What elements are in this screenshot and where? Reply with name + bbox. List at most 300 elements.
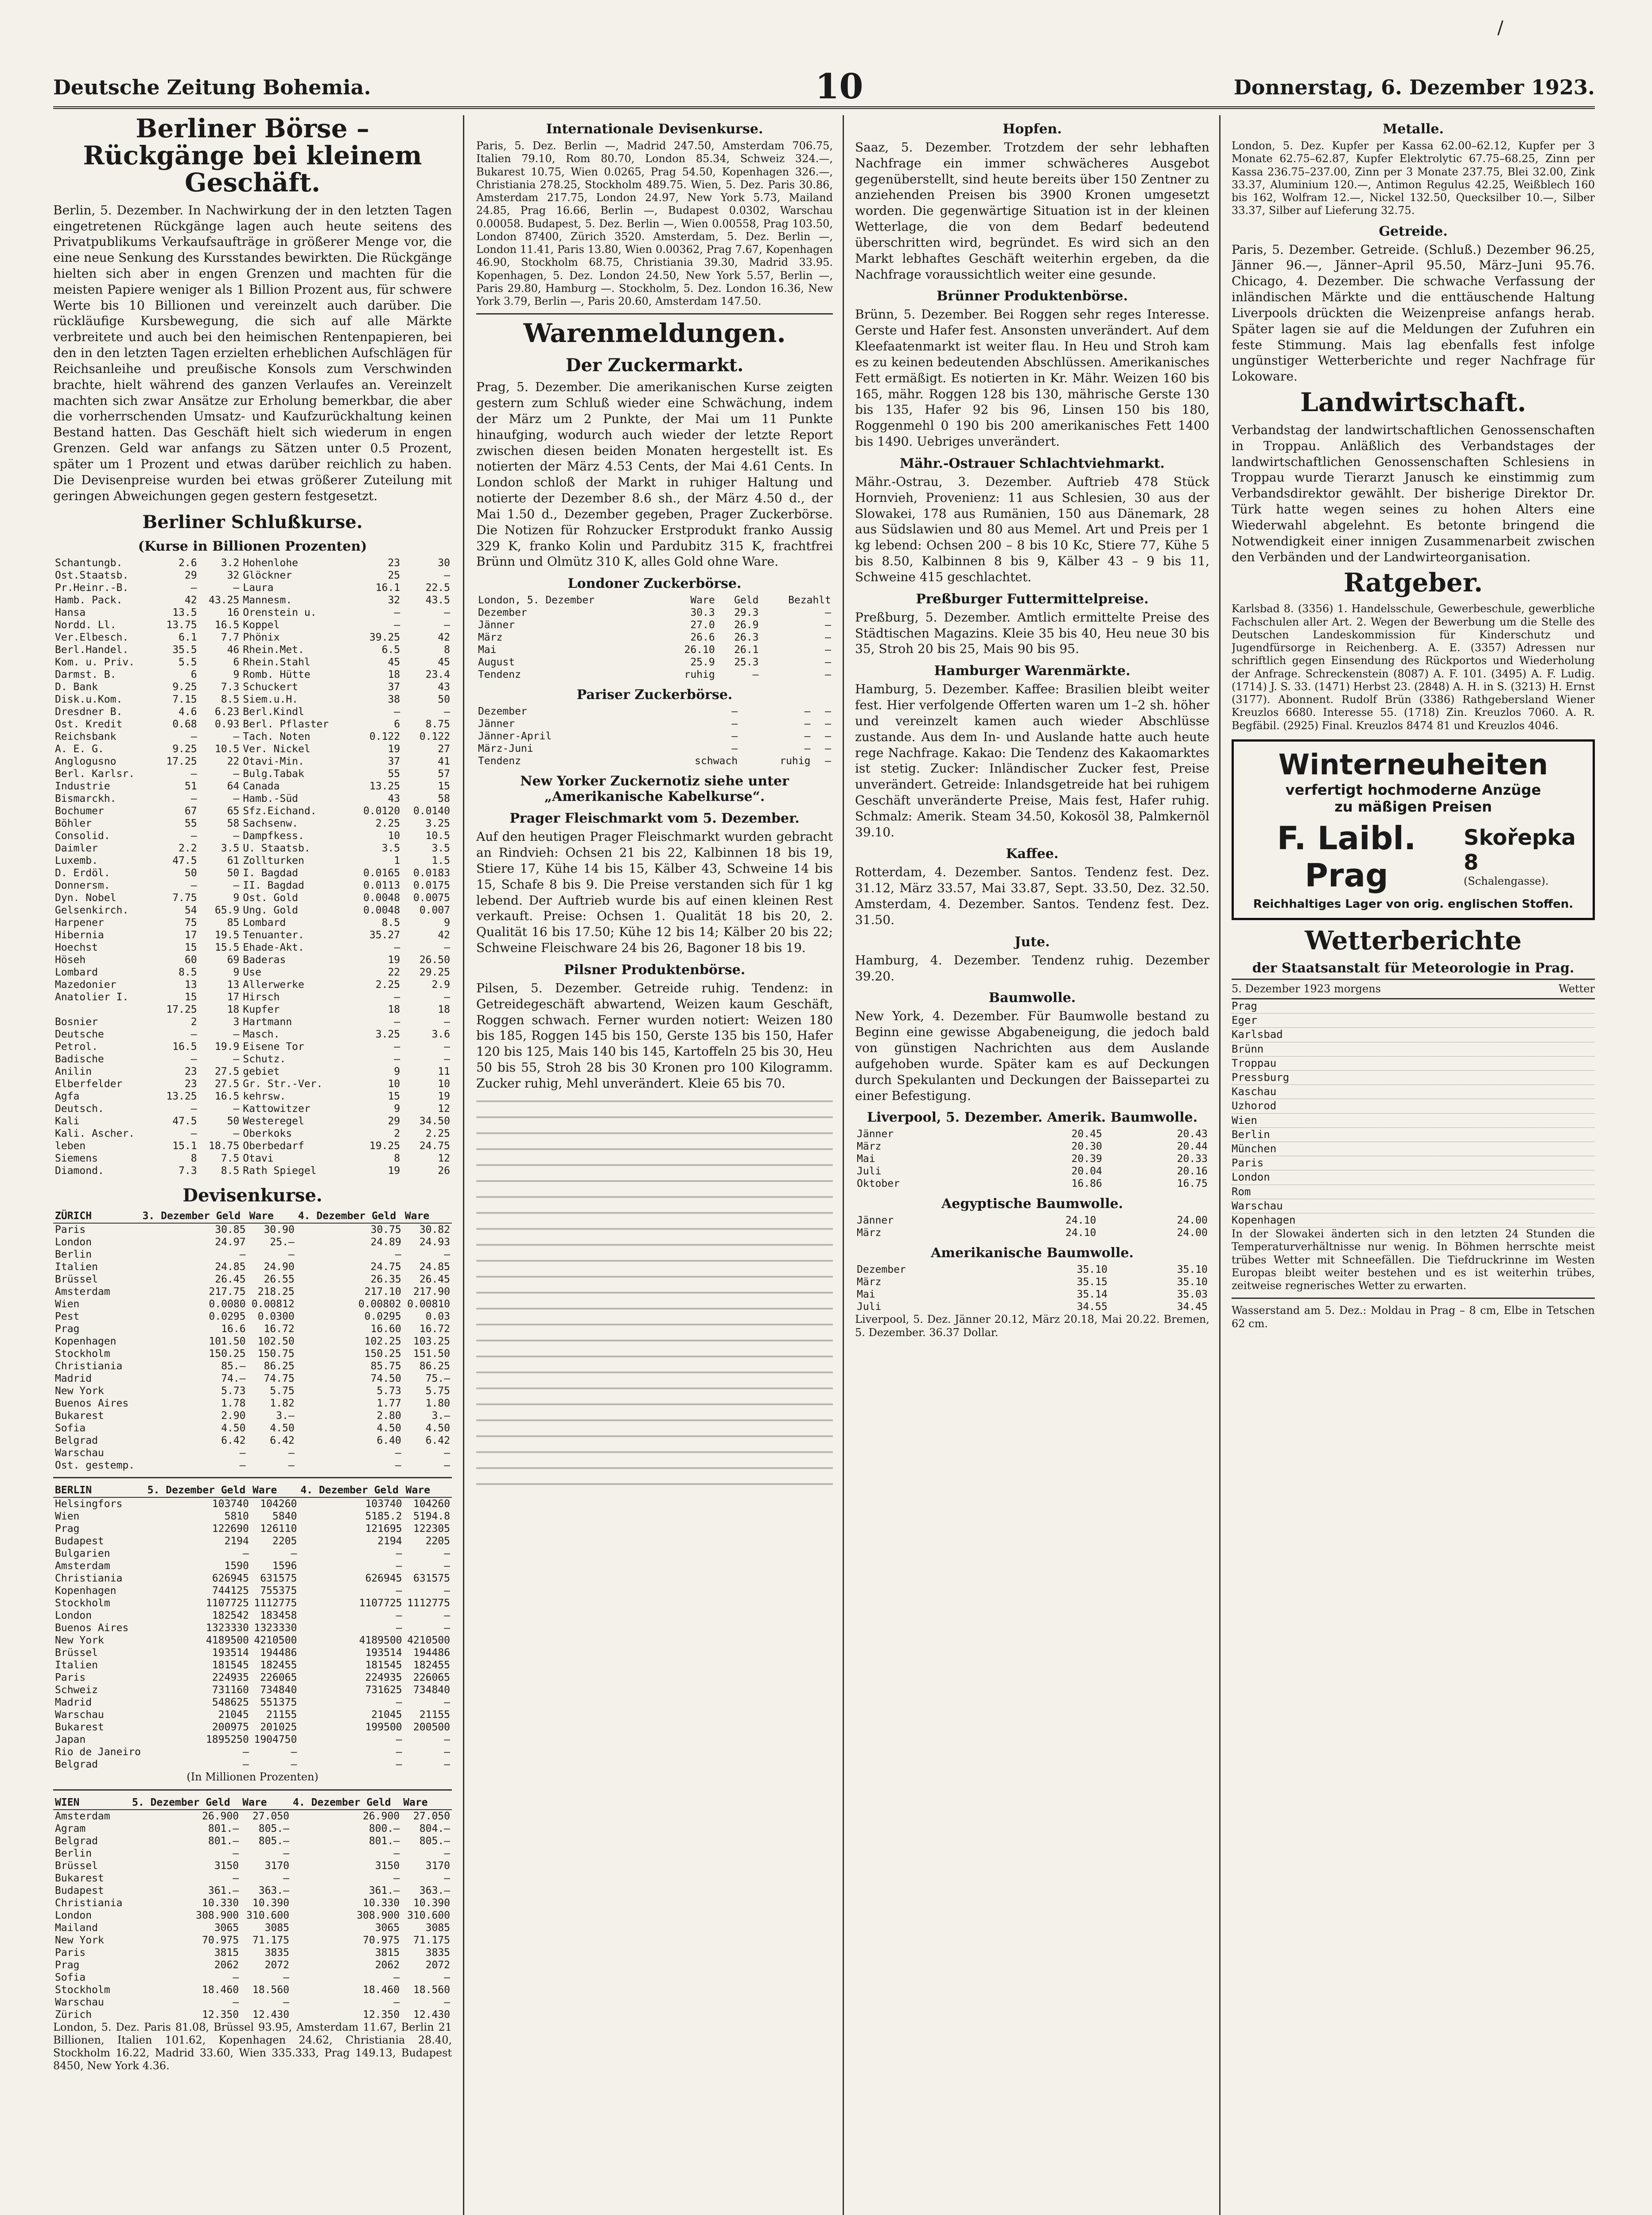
table-cell: 23 bbox=[184, 1066, 197, 1078]
table-cell: — bbox=[233, 731, 240, 743]
table-cell: Warschau bbox=[55, 1709, 104, 1721]
table-cell: Jänner bbox=[857, 1215, 894, 1227]
devisen-row bbox=[53, 1746, 452, 1758]
kurs-row bbox=[53, 681, 452, 693]
table-cell: 8 bbox=[394, 1153, 400, 1165]
table-cell: 126110 bbox=[260, 1523, 297, 1535]
table-cell: 755375 bbox=[260, 1585, 297, 1597]
table-cell: — bbox=[444, 1447, 450, 1459]
table-cell: — bbox=[283, 1971, 289, 1983]
table-cell: — bbox=[394, 607, 400, 619]
pilsner-text: Pilsen, 5. Dezember. Getreide ruhig. Tendenz: in Getreidegeschäft abwartend, Weizen kaum Geschäft, Roggen schwach. Ferner wurden notiert: Weizen 180 bis 185, Roggen 145 bis 150, Gerste 135 bis 150, Hafer 120 bis 125, Mais 140 bis 145, Kartoffeln 25 bis 30, Heu 50 bis 55, Stroh 28 bis 30 Kronen pro 100 Kilogramm. Zucker ruhig, Mehl unverändert. Kleie 65 bis 70. bbox=[476, 980, 833, 1091]
devisen-row bbox=[53, 1335, 452, 1348]
table-cell: 43 bbox=[388, 793, 400, 805]
table-cell: — bbox=[396, 1697, 402, 1709]
table-cell: — bbox=[239, 1447, 246, 1459]
table-cell: Rath Spiegel bbox=[243, 1165, 317, 1177]
zucker-row bbox=[476, 631, 833, 644]
table-cell: Bulg.Tabak bbox=[243, 768, 304, 780]
berlin-devisen-table bbox=[53, 1484, 452, 1771]
table-cell: 0.0048 bbox=[363, 892, 400, 904]
landwirtschaft-text: Verbandstag der landwirtschaftlichen Genossenschaften in Troppau. Anläßlich des Verbandstages der landwirtschaftlichen Genossenschaften Schlesiens in Troppau wurde Tierarzt Janusch ke einstimmig zum Verbandsdirektor gewählt. Der bisherige Direktor Dr. Türk hatte wegen seines zu hohen Alters eine Wiederwahl abgelehnt. Es betonte bringend die Notwendigkeit einer innigen Zusammenarbeit zwischen den Verbänden und der Landwirteorganisation. bbox=[1232, 422, 1595, 564]
devisen-row bbox=[53, 1696, 452, 1709]
table-cell: 1323330 bbox=[254, 1622, 297, 1634]
table-cell: 23 bbox=[388, 557, 400, 569]
table-cell: Buenos Aires bbox=[55, 1622, 129, 1634]
kurs-row bbox=[53, 941, 452, 954]
table-cell: — bbox=[444, 1585, 450, 1597]
futter-title: Preßburger Futtermittelpreise. bbox=[916, 591, 1149, 607]
column-3 bbox=[855, 115, 1209, 2215]
table-cell: — bbox=[393, 1872, 400, 1884]
column-rule bbox=[463, 115, 464, 2215]
devisen-row bbox=[53, 1823, 452, 1835]
devisen-row bbox=[53, 1410, 452, 1422]
table-cell: London bbox=[55, 1236, 92, 1248]
baumwolle-row bbox=[855, 1301, 1209, 1313]
table-cell: 9 bbox=[394, 1066, 400, 1078]
table-cell: 631575 bbox=[260, 1573, 297, 1585]
table-cell: — bbox=[291, 1759, 297, 1771]
wetter-head: 5. Dezember 1923 morgens bbox=[1232, 982, 1381, 995]
table-cell: 193514 bbox=[365, 1647, 402, 1659]
table-cell: Gelsenkirch. bbox=[55, 905, 129, 917]
table-cell: Dresdner B. bbox=[55, 706, 123, 718]
kurs-row bbox=[53, 718, 452, 731]
devisen-row bbox=[53, 1909, 452, 1922]
table-cell: 16.5 bbox=[214, 1091, 240, 1103]
zucker-row bbox=[476, 755, 833, 767]
table-cell: Disk.u.Kom. bbox=[55, 694, 123, 706]
table-cell: Bukarest bbox=[55, 1872, 104, 1884]
table-cell: Glöckner bbox=[243, 570, 292, 582]
baumwolle-final: Liverpool, 5. Dez. Jänner 20.12, März 20.18, Mai 20.22. Bremen, 5. Dezember. 36.37 Dollar. bbox=[855, 1313, 1209, 1339]
ostrau-text: Mähr.-Ostrau, 3. Dezember. Auftrieb 478 Stück Hornvieh, Provenienz: 11 aus Schlesien, 30 aus der Slowakei, 178 aus Rumänien, 150 aus Dänemark, 28 aus Südslawien und 80 aus Memel. Art und Preis per 1 kg lebend: Ochsen 200 – 8 bis 10 Kc, Stiere 77, Kühe 5 bis 8.50, Kalbinnen 8 bis 9, Kälber 43 – 9 bis 11, Schweine 415 geschlachtet. bbox=[855, 474, 1209, 584]
table-cell: 74.75 bbox=[264, 1373, 295, 1385]
table-cell: 15 bbox=[388, 1091, 400, 1103]
table-cell: Rhein.Stahl bbox=[243, 657, 311, 668]
pariser-zucker-title: Pariser Zuckerbörse. bbox=[576, 687, 733, 703]
table-cell: Tach. Noten bbox=[243, 731, 311, 743]
wetter-sub: der Staatsanstalt für Meteorologie in Prag. bbox=[1252, 960, 1574, 976]
table-cell: 1107725 bbox=[206, 1597, 249, 1609]
table-cell: Romb. Hütte bbox=[243, 669, 311, 681]
wetter-station: Pressburg bbox=[1232, 1071, 1595, 1085]
kurs-row bbox=[53, 606, 452, 619]
table-cell: 151.50 bbox=[413, 1348, 450, 1360]
zucker-row bbox=[476, 668, 833, 681]
table-cell: 308.900 bbox=[357, 1909, 400, 1921]
table-cell: 10.330 bbox=[362, 1897, 400, 1909]
table-cell: — bbox=[233, 1971, 239, 1983]
table-cell: 13 bbox=[184, 979, 197, 991]
table-cell: 15 bbox=[438, 781, 450, 793]
table-cell: Deutsche bbox=[55, 1029, 104, 1041]
table-cell: — bbox=[233, 793, 240, 805]
table-cell: 18.460 bbox=[362, 1984, 400, 1996]
table-cell: Kopenhagen bbox=[55, 1585, 117, 1597]
kaffee-text: Rotterdam, 4. Dezember. Santos. Tendenz fest. Dez. 31.12, März 33.57, Mai 33.87, Sept. 33.50, Dez. 32.50. Amsterdam, 4. Dezember. Santos. Tendenz fest. Dez. 31.50. bbox=[855, 865, 1209, 927]
table-cell: Mai bbox=[478, 644, 497, 656]
table-cell: 3.25 bbox=[425, 818, 450, 830]
table-cell: 19.9 bbox=[214, 1041, 240, 1053]
table-cell: Berl.Kindl bbox=[243, 706, 304, 718]
column-header: ZÜRICH bbox=[53, 1209, 140, 1223]
table-cell: 19.5 bbox=[214, 929, 240, 941]
table-cell: — bbox=[444, 1548, 450, 1560]
table-cell: Belgrad bbox=[55, 1435, 98, 1447]
table-cell: 363.— bbox=[419, 1885, 450, 1896]
table-cell: 744125 bbox=[212, 1585, 249, 1597]
devisen-row bbox=[53, 1273, 452, 1286]
table-cell: 27.050 bbox=[252, 1810, 289, 1822]
column-header: 5. Dezember Geld bbox=[146, 1484, 251, 1497]
table-cell: Stockholm bbox=[55, 1597, 110, 1609]
table-cell: 734840 bbox=[413, 1684, 450, 1696]
table-cell: Bukarest bbox=[55, 1721, 104, 1733]
table-cell: Sfz.Eichand. bbox=[243, 805, 317, 817]
table-cell: 17.25 bbox=[166, 1004, 197, 1016]
table-cell: — bbox=[731, 743, 738, 755]
table-cell: 13.5 bbox=[172, 607, 197, 619]
table-header-row bbox=[53, 1209, 452, 1223]
table-cell: 43.5 bbox=[425, 595, 450, 606]
table-cell: Berlin bbox=[55, 1249, 92, 1261]
table-cell: 42 bbox=[184, 595, 197, 606]
kurs-row bbox=[53, 954, 452, 966]
table-cell: — bbox=[233, 768, 240, 780]
table-cell: Hoechst bbox=[55, 942, 98, 954]
table-cell: 85.— bbox=[221, 1360, 246, 1372]
devisen-row bbox=[53, 1947, 452, 1959]
table-cell: 16.1 bbox=[375, 582, 400, 594]
table-cell: 1.5 bbox=[431, 855, 450, 867]
table-cell: 0.0295 bbox=[364, 1311, 401, 1323]
table-cell: 71.175 bbox=[413, 1934, 450, 1946]
aegypt-title: Aegyptische Baumwolle. bbox=[941, 1196, 1123, 1212]
table-cell: 2194 bbox=[224, 1535, 249, 1547]
table-cell: — bbox=[444, 619, 450, 631]
table-cell: — bbox=[444, 1734, 450, 1746]
table-cell: 6.23 bbox=[214, 706, 240, 718]
column-header: 3. Dezember Geld bbox=[140, 1209, 247, 1223]
table-cell: 4.50 bbox=[270, 1422, 295, 1434]
table-cell: 35.15 bbox=[1077, 1276, 1108, 1288]
table-cell: 226065 bbox=[413, 1672, 450, 1684]
zucker-row bbox=[476, 705, 833, 718]
table-cell: 19 bbox=[388, 954, 400, 966]
table-cell: 25.— bbox=[270, 1236, 295, 1248]
table-cell: — bbox=[233, 1128, 240, 1140]
issue-date: Donnerstag, 6. Dezember 1923. bbox=[1233, 75, 1595, 99]
table-cell: 24.85 bbox=[215, 1261, 246, 1273]
table-cell: Geld bbox=[734, 595, 759, 606]
table-cell: — bbox=[825, 669, 831, 681]
table-cell: Mazedonier bbox=[55, 979, 117, 991]
table-cell: — bbox=[233, 880, 240, 892]
table-cell: 182455 bbox=[413, 1659, 450, 1671]
table-cell: Amsterdam bbox=[55, 1560, 110, 1572]
table-cell: 9 bbox=[444, 917, 450, 929]
table-cell: 34.55 bbox=[1077, 1301, 1108, 1313]
table-cell: 30 bbox=[438, 557, 450, 569]
devisen-row bbox=[53, 1422, 452, 1434]
table-cell: 3.2 bbox=[221, 557, 240, 569]
kurs-row bbox=[53, 979, 452, 991]
devisen-row bbox=[53, 1323, 452, 1335]
table-cell: — bbox=[395, 1249, 401, 1261]
table-cell: 10 bbox=[438, 1078, 450, 1090]
table-cell: 0.122 bbox=[419, 731, 450, 743]
table-cell: 1.80 bbox=[425, 1398, 450, 1410]
table-cell: 0.0300 bbox=[257, 1311, 295, 1323]
london-line: London, 5. Dez. Paris 81.08, Brüssel 93.95, Amsterdam 11.67, Berlin 21 Billionen, Italien 101.62, Kopenhagen 24.62, Christiania 28.40, Stockholm 16.22, Madrid 33.60, Wien 335.333, Prag 149.13, Budapest 8450, New York 4.36. bbox=[53, 2021, 452, 2072]
devisenkurse-title: Devisenkurse. bbox=[183, 1185, 323, 1206]
table-cell: 6.42 bbox=[270, 1435, 295, 1447]
table-cell: 24.00 bbox=[1177, 1215, 1208, 1227]
table-cell: 731160 bbox=[212, 1684, 249, 1696]
table-cell: — bbox=[804, 706, 811, 718]
table-cell: 85.75 bbox=[370, 1360, 401, 1372]
zucker-row bbox=[476, 730, 833, 742]
table-cell: Sofia bbox=[55, 1422, 86, 1434]
wetter-station: München bbox=[1232, 1142, 1595, 1156]
hopfen-text: Saaz, 5. Dezember. Trotzdem der sehr lebhaften Nachfrage ein immer schwächeres Ausgebot gegenüberstellt, sind heute bereits über 150 Zentner zu anziehenden Preisen bis 3900 Kronen umgesetzt worden. Die gegenwärtige Situation ist in der kleinen Wetterlage, die von dem Bedarf bedeutend überschritten wird, begründet. Es wird sich an den Markt lebhaftes Geschäft weiterhin ergeben, da die Nachfrage voraussichtlich weiter eine gesunde. bbox=[855, 140, 1209, 282]
table-cell: 3150 bbox=[214, 1860, 239, 1872]
table-cell: — bbox=[444, 1460, 450, 1472]
table-cell: — bbox=[190, 1128, 197, 1140]
table-cell: Deutsch. bbox=[55, 1103, 104, 1115]
table-cell: Nordd. Ll. bbox=[55, 619, 117, 631]
table-cell: 9 bbox=[233, 892, 240, 904]
table-cell: D. Erdöl. bbox=[55, 867, 110, 879]
table-cell: II. Bagdad bbox=[243, 880, 304, 892]
table-cell: Hirsch bbox=[243, 991, 280, 1003]
table-cell: 10.5 bbox=[214, 743, 240, 755]
table-cell: 12 bbox=[438, 1103, 450, 1115]
table-cell: — bbox=[283, 1847, 289, 1859]
devisen-row bbox=[53, 1758, 452, 1771]
table-cell: 17.25 bbox=[166, 756, 197, 768]
table-cell: — bbox=[444, 1996, 450, 2008]
table-cell: 218.25 bbox=[257, 1286, 295, 1298]
table-cell: — bbox=[239, 1249, 246, 1261]
table-cell: Petrol. bbox=[55, 1041, 98, 1053]
table-cell: 121695 bbox=[365, 1523, 402, 1535]
table-cell: 24.10 bbox=[1065, 1215, 1096, 1227]
devisen-row bbox=[53, 1609, 452, 1622]
table-cell: 16.86 bbox=[1071, 1178, 1102, 1190]
table-cell: 7.3 bbox=[221, 681, 240, 693]
table-cell: 65 bbox=[227, 805, 240, 817]
table-cell: Darmst. B. bbox=[55, 669, 117, 681]
amerik-table bbox=[855, 1263, 1209, 1313]
table-cell: 15 bbox=[184, 991, 197, 1003]
table-cell: 194486 bbox=[260, 1647, 297, 1659]
zucker-row bbox=[476, 606, 833, 619]
column-header: 4. Dezember Geld bbox=[299, 1484, 404, 1497]
table-cell: 199500 bbox=[365, 1721, 402, 1733]
table-cell: 43 bbox=[438, 681, 450, 693]
table-cell: Phönix bbox=[243, 632, 280, 644]
table-cell: Höseh bbox=[55, 954, 86, 966]
liverpool-table bbox=[855, 1128, 1209, 1190]
table-cell: 2072 bbox=[264, 1959, 289, 1971]
table-cell: — bbox=[444, 1041, 450, 1053]
table-cell: — bbox=[394, 1053, 400, 1065]
table-cell: 21155 bbox=[266, 1709, 297, 1721]
table-cell: — bbox=[233, 1029, 240, 1041]
table-cell: 70.975 bbox=[362, 1934, 400, 1946]
table-cell: 181545 bbox=[365, 1659, 402, 1671]
table-cell: 9 bbox=[394, 1103, 400, 1115]
table-cell: Siem.u.H. bbox=[243, 694, 298, 706]
table-cell: U. Staatsb. bbox=[243, 843, 311, 855]
table-cell: 22 bbox=[227, 756, 240, 768]
devisen-row bbox=[53, 1934, 452, 1947]
devisen-row bbox=[53, 1360, 452, 1372]
table-cell: 5194.8 bbox=[413, 1511, 450, 1523]
table-cell: 37 bbox=[388, 681, 400, 693]
table-cell: 0.0120 bbox=[363, 805, 400, 817]
table-cell: Italien bbox=[55, 1659, 98, 1671]
table-cell: 58 bbox=[227, 818, 240, 830]
table-cell: 122690 bbox=[212, 1523, 249, 1535]
table-cell: — bbox=[233, 1053, 240, 1065]
table-cell: 16.5 bbox=[214, 619, 240, 631]
hamburg-title: Hamburger Warenmärkte. bbox=[934, 663, 1131, 679]
table-cell: März bbox=[857, 1276, 882, 1288]
table-cell: 35.03 bbox=[1177, 1289, 1208, 1301]
table-cell: 3.— bbox=[276, 1410, 295, 1422]
table-cell: August bbox=[478, 657, 515, 668]
table-cell: 10 bbox=[388, 1078, 400, 1090]
kaffee-title: Kaffee. bbox=[1006, 846, 1059, 862]
table-cell: — bbox=[444, 991, 450, 1003]
table-cell: London, 5. Dezember bbox=[478, 595, 595, 606]
table-cell: Canada bbox=[243, 781, 280, 793]
table-cell: 4189500 bbox=[359, 1635, 402, 1647]
table-cell: 183458 bbox=[260, 1610, 297, 1622]
kurs-row bbox=[53, 780, 452, 793]
zuckermarkt-text: Prag, 5. Dezember. Die amerikanischen Kurse zeigten gestern zum Schluß wieder eine Schwächung, indem der März um 2 Punkte, der Mai um 11 Punkte hinaufging, wodurch auch wieder der letzte Report zwischen diesen beiden Monaten hergestellt ist. Es notierten der März 4.53 Cents, der Mai 4.61 Cents. In London schloß der Markt in ruhiger Haltung und notierte der Dezember 8.6 sh., der März 4.50 d., der Mai 1.50 d., Dezember gegeben, Prager Zuckerbörse. Die Notizen für Rohzucker Erstprodukt franko Aussig 329 K, franko Kolin und Pardubitz 315 K, frachtfrei Brünn und Olmütz 310 K, alles Gold ohne Ware. bbox=[476, 380, 833, 569]
table-cell: Kopenhagen bbox=[55, 1336, 117, 1348]
kurs-row bbox=[53, 1003, 452, 1016]
devisen-row bbox=[53, 1523, 452, 1535]
table-cell: 1112775 bbox=[254, 1597, 297, 1609]
jute-title: Jute. bbox=[1015, 934, 1050, 950]
landwirtschaft-title: Landwirtschaft. bbox=[1300, 387, 1527, 418]
fleischmarkt-title: Prager Fleischmarkt vom 5. Dezember. bbox=[509, 811, 800, 827]
table-cell: 21045 bbox=[218, 1709, 249, 1721]
table-cell: 2.80 bbox=[377, 1410, 401, 1422]
table-cell: 103.25 bbox=[413, 1336, 450, 1348]
wetter-station: Uzhorod bbox=[1232, 1099, 1595, 1113]
wetter-station: Rom bbox=[1232, 1185, 1595, 1199]
column-header: 4. Dezember Geld bbox=[291, 1796, 401, 1810]
devisen-row bbox=[53, 1447, 452, 1459]
table-cell: schwach bbox=[695, 755, 738, 767]
table-cell: 70.975 bbox=[202, 1934, 239, 1946]
table-cell: 7.7 bbox=[221, 632, 240, 644]
wetter-station: London bbox=[1232, 1170, 1595, 1185]
table-cell: 26.900 bbox=[362, 1810, 400, 1822]
table-cell: 16.75 bbox=[1177, 1178, 1208, 1190]
column-1 bbox=[53, 115, 452, 2215]
table-cell: 20.45 bbox=[1071, 1128, 1102, 1140]
table-cell: 5.75 bbox=[425, 1385, 450, 1397]
table-cell: Elberfelder bbox=[55, 1078, 123, 1090]
table-cell: Dyn. Nobel bbox=[55, 892, 117, 904]
kurs-row bbox=[53, 1090, 452, 1103]
table-cell: 0.00812 bbox=[251, 1298, 295, 1310]
table-cell: — bbox=[233, 830, 240, 842]
table-cell: Brüssel bbox=[55, 1274, 98, 1286]
table-cell: 35.27 bbox=[369, 929, 400, 941]
table-cell: 38 bbox=[388, 694, 400, 706]
table-cell: 224935 bbox=[365, 1672, 402, 1684]
table-cell: leben bbox=[55, 1140, 86, 1152]
table-cell: Hamb.-Süd bbox=[243, 793, 298, 805]
table-cell: 29.25 bbox=[419, 967, 450, 979]
table-cell: Rhein.Met. bbox=[243, 644, 304, 656]
table-cell: 20.33 bbox=[1177, 1153, 1208, 1165]
table-cell: 0.93 bbox=[214, 719, 240, 731]
table-cell: — bbox=[825, 632, 831, 644]
table-cell: Jänner bbox=[478, 718, 515, 730]
table-cell: Mai bbox=[857, 1153, 875, 1165]
table-cell: 20.44 bbox=[1177, 1141, 1208, 1153]
table-cell: 10.330 bbox=[202, 1897, 239, 1909]
table-cell: 9 bbox=[233, 669, 240, 681]
table-cell: 5185.2 bbox=[365, 1511, 402, 1523]
table-cell: Paris bbox=[55, 1224, 86, 1236]
liverpool-title: Liverpool, 5. Dezember. Amerik. Baumwolle. bbox=[867, 1110, 1198, 1126]
table-cell: 15.5 bbox=[214, 942, 240, 954]
table-cell: — bbox=[243, 1759, 249, 1771]
table-cell: 181545 bbox=[212, 1659, 249, 1671]
table-cell: 2.25 bbox=[375, 979, 400, 991]
table-cell: 10.390 bbox=[413, 1897, 450, 1909]
table-cell: Jänner bbox=[857, 1128, 894, 1140]
wetter-station: Prag bbox=[1232, 999, 1595, 1014]
table-cell: 35.14 bbox=[1077, 1289, 1108, 1301]
table-cell: Zürich bbox=[55, 2009, 92, 2021]
table-cell: Tendenz bbox=[478, 755, 521, 767]
devisen-row bbox=[53, 1585, 452, 1597]
aegypt-table bbox=[855, 1214, 1209, 1239]
table-cell: Donnersm. bbox=[55, 880, 110, 892]
table-cell: — bbox=[233, 1872, 239, 1884]
kurs-row bbox=[53, 842, 452, 855]
column-header: Ware bbox=[401, 1796, 452, 1810]
devisen-row bbox=[53, 1348, 452, 1360]
table-cell: 67 bbox=[184, 805, 197, 817]
table-cell: Ost.Staatsb. bbox=[55, 570, 129, 582]
table-cell: 0.0183 bbox=[413, 867, 450, 879]
table-cell: 1.82 bbox=[270, 1398, 295, 1410]
table-cell: 3815 bbox=[214, 1947, 239, 1959]
devisen-row bbox=[53, 1310, 452, 1323]
table-cell: — bbox=[825, 619, 831, 631]
table-cell: Consolid. bbox=[55, 830, 110, 842]
getreide-title: Getreide. bbox=[1379, 223, 1448, 239]
table-cell: — bbox=[444, 1746, 450, 1758]
table-cell: 24.85 bbox=[419, 1261, 450, 1273]
bruenn-text: Brünn, 5. Dezember. Bei Roggen sehr reges Interesse. Gerste und Hafer fest. Ansonsten unverändert. Auf dem Kleefaatenmarkt ist weiter flau. In Heu und Stroh kam es zu keinen bedeutenden Abschlüssen. Amerikanisches Fett ermäßigt. Es notierten in Kr. Mähr. Weizen 160 bis 165, mähr. Roggen 128 bis 130, mährische Gerste 130 bis 135, Hafer 92 bis 96, Linsen 150 bis 180, Roggenmehl 0 190 bis 200 amerikanisches Fett 1400 bis 1490. Uebriges unverändert. bbox=[855, 307, 1209, 449]
table-cell: — bbox=[190, 793, 197, 805]
table-cell: 0.0113 bbox=[363, 880, 400, 892]
